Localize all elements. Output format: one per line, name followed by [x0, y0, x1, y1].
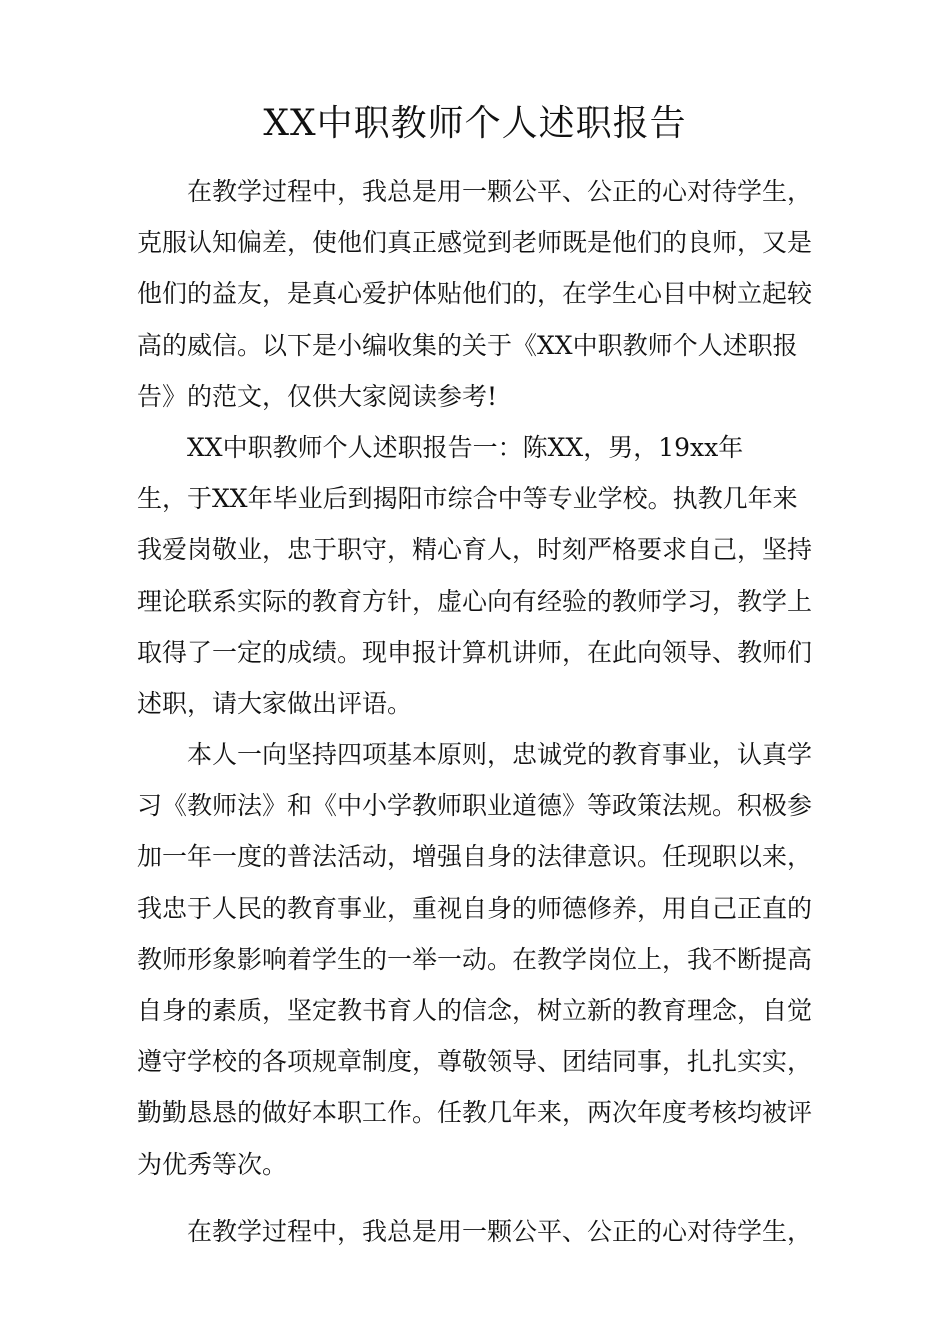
text-line: 他们的益友，是真心爱护体贴他们的，在学生心目中树立起较 [137, 279, 813, 309]
text-line: 教师形象影响着学生的一举一动。在教学岗位上，我不断提高 [137, 944, 813, 974]
text-line: 克服认知偏差，使他们真正感觉到老师既是他们的良师，又是 [137, 228, 813, 258]
text-line: 遵守学校的各项规章制度，尊敬领导、团结同事，扎扎实实， [137, 1047, 813, 1077]
document-body [137, 166, 827, 1257]
paragraph-gap [137, 1190, 827, 1206]
text-line: 加一年一度的普法活动，增强自身的法律意识。任现职以来， [137, 842, 813, 872]
text-line: 我爱岗敬业，忠于职守，精心育人，时刻严格要求自己，坚持 [137, 535, 813, 565]
text-line: 在教学过程中，我总是用一颗公平、公正的心对待学生， [187, 177, 813, 206]
text-line: 高的威信。以下是小编收集的关于《XX中职教师个人述职报 [137, 330, 798, 360]
text-line: 本人一向坚持四项基本原则，忠诚党的教育事业，认真学 [187, 740, 813, 770]
text-line: 我忠于人民的教育事业，重视自身的师德修养，用自己正直的 [137, 893, 813, 923]
text-line: 为优秀等次。 [137, 1149, 288, 1179]
document-title: XX中职教师个人述职报告 [263, 103, 687, 144]
text-line: 生，于XX年毕业后到揭阳市综合中等专业学校。执教几年来 [137, 484, 798, 514]
text-line: 告》的范文，仅供大家阅读参考! [137, 381, 498, 411]
text-line: XX中职教师个人述职报告一：陈XX，男，19xx年 [187, 432, 744, 462]
text-line: 取得了一定的成绩。现申报计算机讲师，在此向领导、教师们 [137, 637, 813, 667]
text-line: 在教学过程中，我总是用一颗公平、公正的心对待学生， [187, 1216, 813, 1246]
text-line: 习《教师法》和《中小学教师职业道德》等政策法规。积极参 [137, 791, 813, 821]
text-line: 述职，请大家做出评语。 [137, 688, 413, 718]
text-line: 自身的素质，坚定教书育人的信念，树立新的教育理念，自觉 [137, 996, 813, 1025]
text-line: 理论联系实际的教育方针，虚心向有经验的教师学习，教学上 [137, 586, 813, 616]
text-line: 勤勤恳恳的做好本职工作。任教几年来，两次年度考核均被评 [137, 1098, 813, 1128]
